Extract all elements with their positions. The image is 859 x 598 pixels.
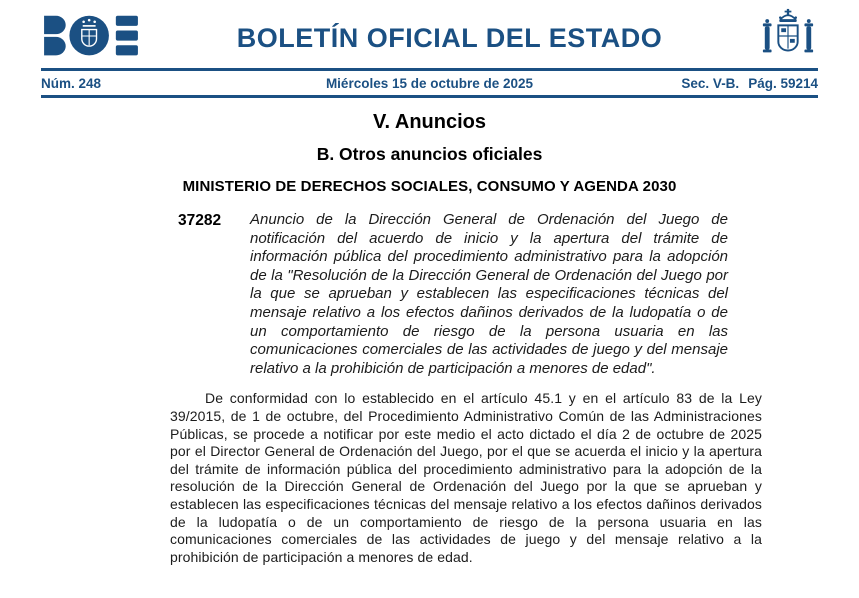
masthead (0, 0, 859, 68)
section-heading: V. Anuncios (373, 111, 486, 133)
issue-date: Miércoles 15 de octubre de 2025 (325, 75, 534, 91)
masthead-title: BOLETÍN OFICIAL DEL ESTADO (236, 22, 663, 53)
announcement-summary: Anuncio de la Dirección General de Ordenación del Juego de notificación del acuerdo de inicio y la apertura del trámite de información pública del procedimiento administrativo para la adopción de la "Resolución de la Dirección General de Ordenación del Juego por la que se aprueban y establecen las especificaciones técnicas del mensaje relativo a los efectos dañinos derivados de la ludopatía o de un comportamiento de riesgo de la persona usuaria en las comunicaciones comerciales de las actividades de juego y del mensaje relativo a la prohibición de participación a menores de edad". (250, 211, 728, 377)
spain-coat-of-arms-icon (757, 7, 819, 65)
subsection-heading: B. Otros anuncios oficiales (316, 144, 543, 164)
rule-bottom (41, 95, 818, 98)
section-page (533, 76, 818, 91)
ministry-heading: MINISTERIO DE DERECHOS SOCIALES, CONSUMO Y AGENDA 2030 (182, 178, 677, 195)
boe-logo-icon (40, 13, 142, 59)
page-label: Pág. 59214 (748, 75, 818, 91)
issue-number: Núm. 248 (41, 75, 102, 91)
announcement-number: 37282 (178, 212, 222, 229)
announcement-body: De conformidad con lo establecido en el artículo 45.1 y en el artículo 83 de la Ley 39/2015, de 1 de octubre, del Procedimiento Administrativo Común de las Administraciones Públicas, se procede a notificar por este medio el acto dictado el día 2 de octubre de 2025 por el Director General de Ordenación del Juego, por el que se acuerda el inicio y la apertura del trámite de información pública del procedimiento administrativo para la adopción de la resolución de la Dirección General de Ordenación del Juego por la que se aprueban y establecen las especificaciones técnicas del mensaje relativo a los efectos dañinos derivados de la ludopatía o de un comportamiento de riesgo de la persona usuaria en las comunicaciones comerciales de las actividades de juego y del mensaje relativo a la prohibición de participación a menores de edad. (170, 390, 762, 565)
announcement-item (178, 211, 859, 378)
section-label: Sec. V-B. (681, 75, 740, 91)
info-bar (41, 71, 818, 95)
document-body (0, 111, 859, 566)
